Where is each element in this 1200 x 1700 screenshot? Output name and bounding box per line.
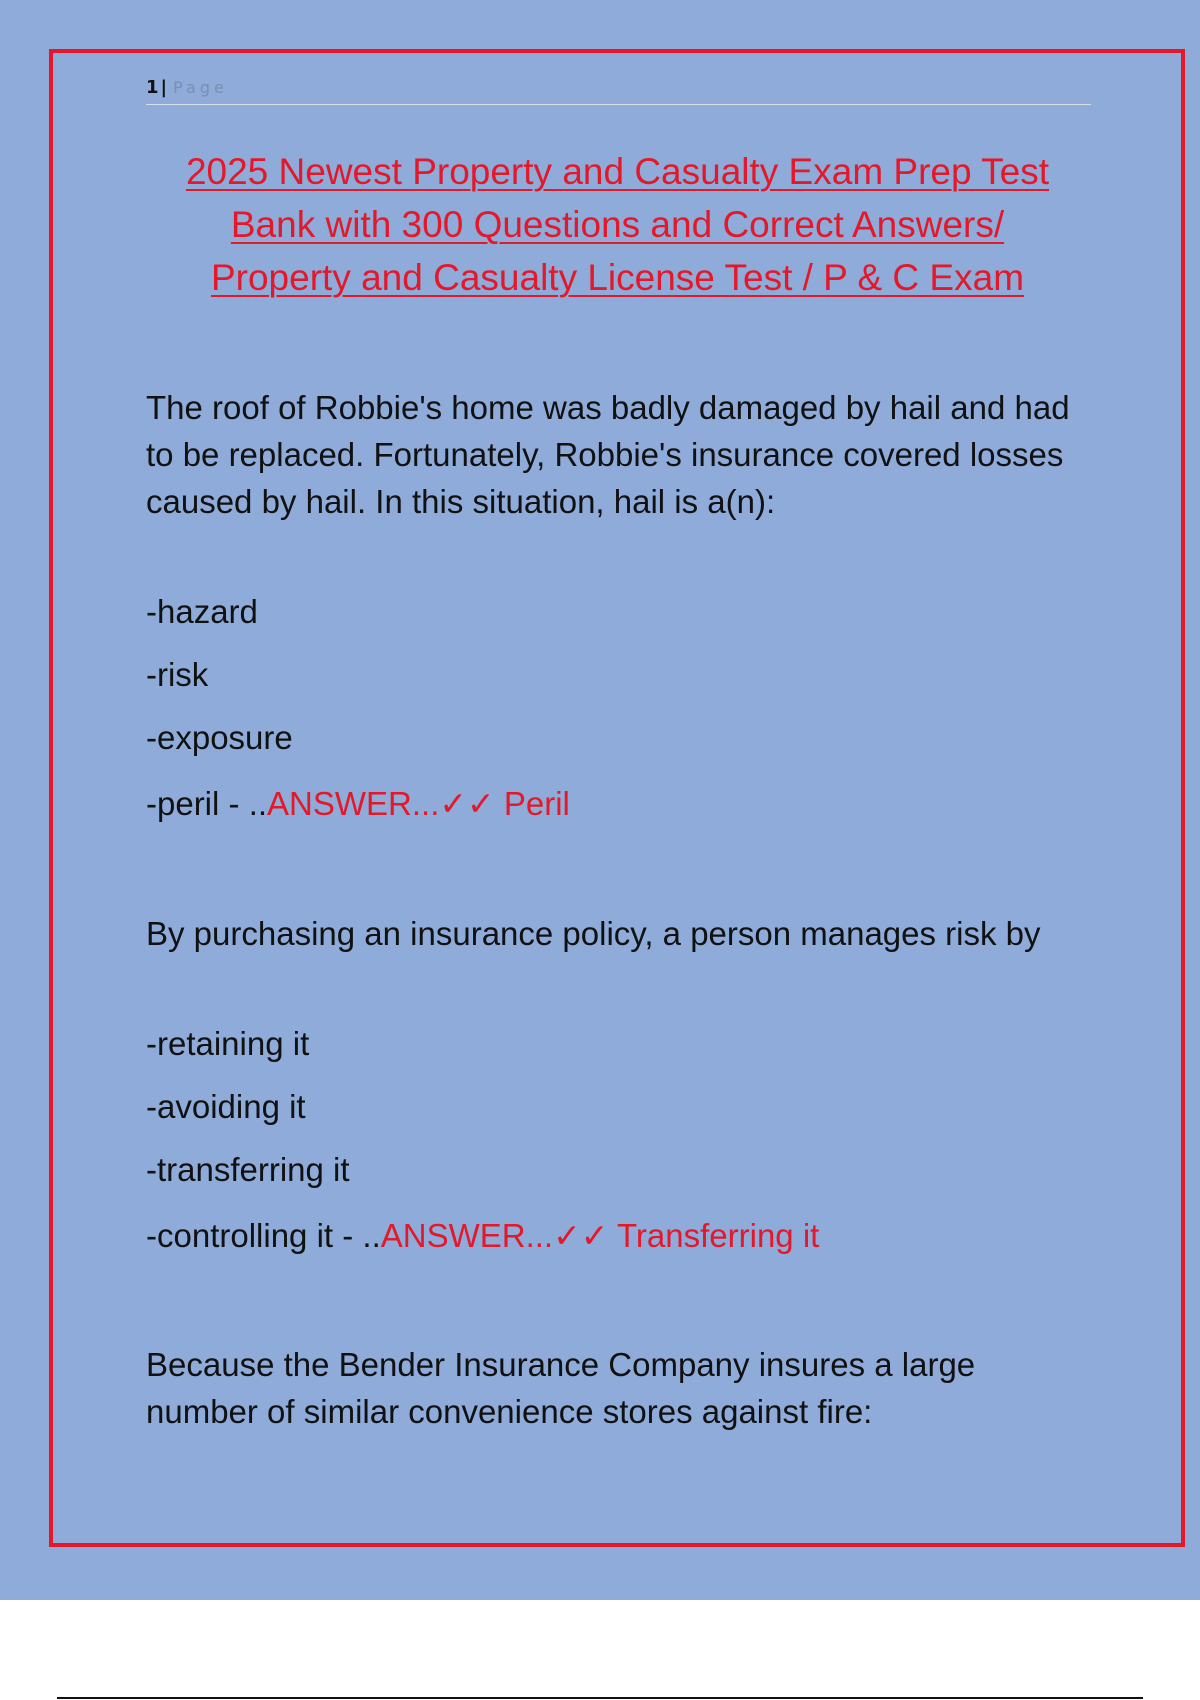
question-2-option-3: -transferring it xyxy=(146,1151,350,1188)
question-1-option-4 xyxy=(146,784,570,824)
title-line-1: 2025 Newest Property and Casualty Exam Prep Test xyxy=(185,151,1050,192)
answer-label: ANSWER...✓✓ xyxy=(380,1217,609,1254)
footer-rule xyxy=(57,1697,1143,1699)
question-2-option-1: -retaining it xyxy=(146,1025,310,1062)
answer-prefix: .. xyxy=(362,1217,381,1254)
question-1-option-3: -exposure xyxy=(146,719,293,756)
question-1-option-1: -hazard xyxy=(146,593,258,630)
page-header xyxy=(146,76,1091,105)
page-number: 1 xyxy=(146,77,159,98)
title-line-2: Bank with 300 Questions and Correct Answers/ xyxy=(230,204,1005,245)
page-label: Page xyxy=(173,78,228,97)
answer-label: ANSWER...✓✓ xyxy=(267,785,495,822)
answer-prefix: .. xyxy=(248,785,268,822)
question-2-option-4-text: -controlling it - xyxy=(146,1217,363,1254)
title-line-3: Property and Casualty License Test / P & C Exam xyxy=(210,257,1025,298)
question-1-text: The roof of Robbie's home was badly damaged by hail and had to be replaced. Fortunately, Robbie's insurance covered losses caused by hail. In this situation, hail is a(n): xyxy=(146,389,1070,520)
answer-value: Transferring it xyxy=(616,1217,820,1254)
question-2-option-2: -avoiding it xyxy=(146,1088,306,1125)
document-title xyxy=(120,145,1115,304)
question-1-option-4-text: -peril - xyxy=(146,785,249,822)
question-2-text: By purchasing an insurance policy, a person manages risk by xyxy=(146,915,1041,952)
question-1-option-2: -risk xyxy=(146,656,209,693)
header-separator: | xyxy=(160,77,168,98)
answer-value: Peril xyxy=(503,785,570,822)
question-3-text: Because the Bender Insurance Company insures a large number of similar convenience stores against fire: xyxy=(146,1346,976,1430)
question-2-option-4 xyxy=(146,1216,819,1256)
